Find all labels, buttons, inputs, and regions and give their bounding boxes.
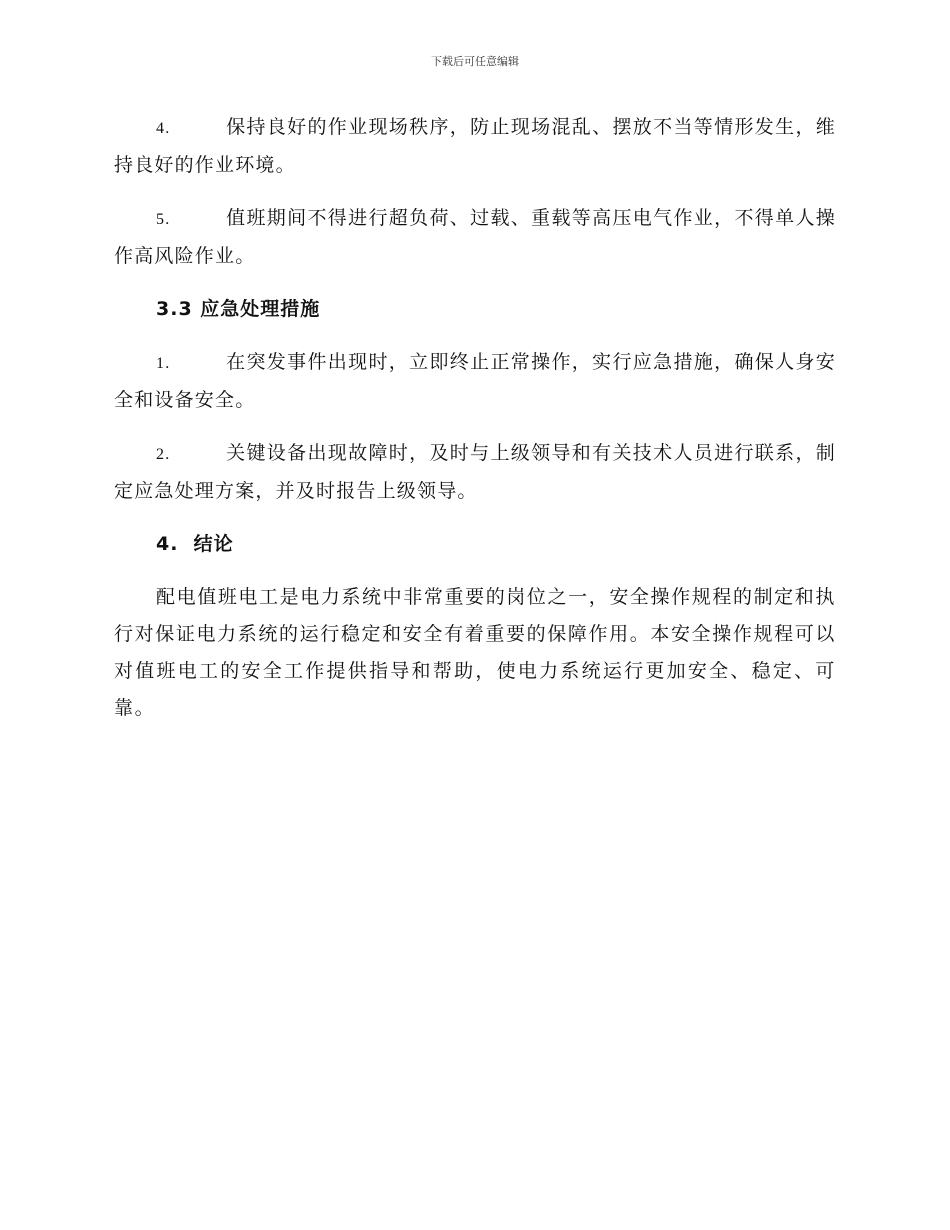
list-item-number: 1.	[156, 355, 171, 372]
document-body	[114, 109, 836, 727]
page-header: 下载后可任意编辑	[431, 55, 519, 68]
list-item-text: 在突发事件出现时，立即终止正常操作，实行应急措施，确保人身安全和设备安全。	[114, 351, 836, 411]
list-item-text: 关键设备出现故障时，及时与上级领导和有关技术人员进行联系，制定应急处理方案，并及时报告上级领导。	[114, 442, 836, 502]
list-item	[114, 435, 836, 510]
section-heading-4: 4. 结论	[156, 533, 234, 555]
list-item-text: 值班期间不得进行超负荷、过载、重载等高压电气作业，不得单人操作高风险作业。	[114, 207, 836, 267]
list-item-number: 5.	[156, 211, 171, 228]
list-item-text: 保持良好的作业现场秩序，防止现场混乱、摆放不当等情形发生，维持良好的作业环境。	[114, 116, 836, 176]
list-item-number: 4.	[156, 120, 171, 137]
list-item	[114, 344, 836, 419]
section-heading-3-3: 3.3 应急处理措施	[156, 298, 321, 320]
list-item	[114, 109, 836, 184]
list-item-number: 2.	[156, 446, 171, 463]
list-item	[114, 200, 836, 275]
conclusion-paragraph: 配电值班电工是电力系统中非常重要的岗位之一，安全操作规程的制定和执行对保证电力系统的运行稳定和安全有着重要的保障作用。本安全操作规程可以对值班电工的安全工作提供指导和帮助，使电力系统运行更加安全、稳定、可靠。	[114, 586, 836, 719]
